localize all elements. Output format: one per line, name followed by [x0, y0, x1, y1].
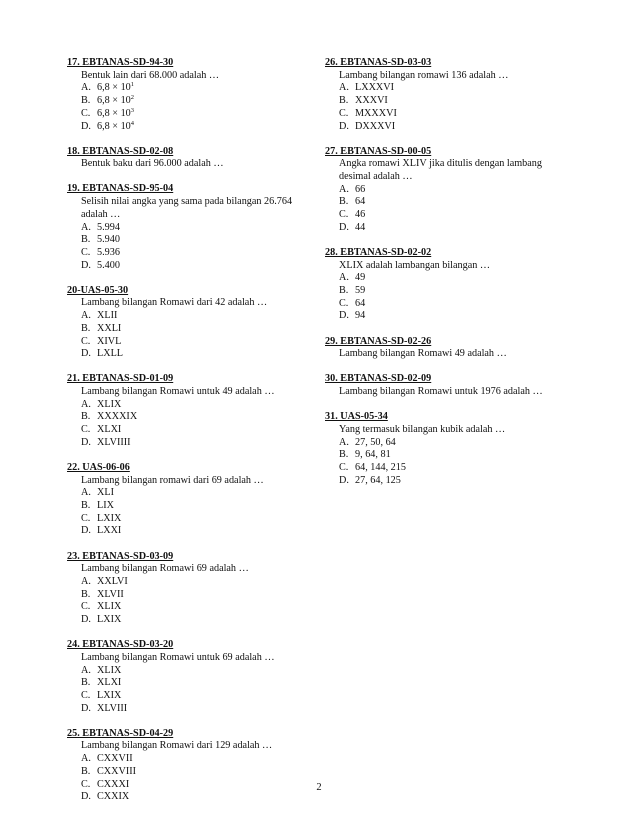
option-letter: A.	[81, 664, 91, 676]
option-letter: D.	[81, 614, 91, 626]
answer-option	[67, 247, 297, 260]
option-text: 27, 64, 125	[355, 474, 401, 486]
answer-option	[325, 437, 565, 450]
answer-option	[67, 82, 297, 95]
option-letter: A.	[81, 82, 91, 94]
option-base: 6,8 × 10	[97, 107, 131, 119]
question-block	[67, 183, 297, 272]
option-text: XLVII	[97, 588, 124, 600]
option-exponent: 3	[130, 106, 135, 114]
answer-option	[67, 234, 297, 247]
right-column	[325, 57, 565, 500]
option-letter: D.	[81, 259, 91, 271]
option-letter: B.	[81, 765, 91, 777]
option-letter: C.	[81, 689, 91, 701]
option-letter: D.	[339, 310, 349, 322]
option-text	[97, 95, 134, 108]
question-header: 21. EBTANAS-SD-01-09	[67, 373, 174, 385]
answer-option	[325, 95, 565, 108]
option-letter: D.	[81, 525, 91, 537]
option-letter: B.	[339, 449, 349, 461]
question-stem: Lambang bilangan romawi dari 69 adalah …	[81, 474, 264, 486]
option-text: XXXVI	[355, 95, 388, 107]
answer-option	[67, 437, 297, 450]
option-text: LXXXVI	[355, 82, 395, 94]
question-stem: XLIX adalah lambangan bilangan …	[339, 259, 491, 271]
option-letter: B.	[339, 285, 349, 297]
answer-option	[67, 513, 297, 526]
option-text: 44	[355, 221, 366, 233]
answer-option	[325, 82, 565, 95]
answer-option	[325, 310, 565, 323]
answer-option	[67, 703, 297, 716]
option-text: LXXI	[97, 525, 122, 537]
option-letter: A.	[81, 398, 91, 410]
page-number: 2	[316, 782, 322, 793]
option-letter: D.	[81, 348, 91, 360]
question-stem: Bentuk lain dari 68.000 adalah …	[81, 69, 220, 81]
option-text: 66	[355, 183, 366, 195]
answer-option	[67, 601, 297, 614]
question-block	[325, 336, 565, 361]
answer-option	[67, 424, 297, 437]
option-base: 6,8 × 10	[97, 95, 131, 107]
question-block	[325, 411, 565, 487]
question-header: 28. EBTANAS-SD-02-02	[325, 246, 432, 258]
question-header: 18. EBTANAS-SD-02-08	[67, 145, 174, 157]
option-text: XXLI	[97, 322, 122, 334]
option-text: XLVIII	[97, 702, 128, 714]
option-letter: D.	[339, 120, 349, 132]
option-letter: B.	[81, 95, 91, 107]
answer-option	[67, 753, 297, 766]
answer-option	[67, 260, 297, 273]
option-letter: C.	[81, 512, 91, 524]
question-stem: Lambang bilangan romawi 136 adalah …	[339, 69, 509, 81]
question-block	[325, 373, 565, 398]
option-letter: B.	[339, 95, 349, 107]
answer-option	[67, 500, 297, 513]
question-header: 20-UAS-05-30	[67, 284, 129, 296]
option-text: DXXXVI	[355, 120, 396, 132]
question-block	[67, 551, 297, 627]
question-block	[67, 146, 297, 171]
option-text: XLI	[97, 487, 114, 499]
option-letter: A.	[81, 575, 91, 587]
option-text: CXXIX	[97, 791, 130, 803]
option-text: 59	[355, 285, 366, 297]
option-letter: D.	[339, 474, 349, 486]
answer-option	[67, 525, 297, 538]
question-stem: Lambang bilangan Romawi dari 42 adalah …	[81, 297, 268, 309]
option-base: 6,8 × 10	[97, 120, 131, 132]
answer-option	[325, 298, 565, 311]
answer-option	[325, 222, 565, 235]
option-text: XXXXIX	[97, 411, 138, 423]
option-letter: C.	[81, 601, 91, 613]
option-text: XLII	[97, 310, 118, 322]
answer-option	[325, 449, 565, 462]
option-letter: A.	[339, 183, 349, 195]
question-block	[325, 247, 565, 323]
answer-option	[67, 665, 297, 678]
answer-option	[67, 487, 297, 500]
answer-option	[325, 108, 565, 121]
question-block	[67, 639, 297, 715]
question-header: 29. EBTANAS-SD-02-26	[325, 335, 432, 347]
option-letter: D.	[81, 436, 91, 448]
option-text: MXXXVI	[355, 107, 397, 119]
answer-option	[325, 209, 565, 222]
answer-option	[67, 95, 297, 108]
option-text	[97, 121, 134, 134]
answer-option	[67, 614, 297, 627]
option-letter: C.	[339, 461, 349, 473]
answer-option	[67, 310, 297, 323]
question-block	[325, 146, 565, 235]
answer-option	[67, 121, 297, 134]
option-letter: A.	[339, 436, 349, 448]
option-letter: A.	[339, 82, 349, 94]
option-letter: C.	[339, 209, 349, 221]
option-letter: B.	[81, 322, 91, 334]
option-letter: A.	[81, 753, 91, 765]
answer-option	[325, 196, 565, 209]
question-stem: Selisih nilai angka yang sama pada bilangan 26.764	[81, 196, 293, 208]
option-text: XLIX	[97, 398, 122, 410]
option-letter: B.	[81, 500, 91, 512]
option-text: LXIX	[97, 512, 122, 524]
option-text: 64	[355, 196, 366, 208]
option-text: 46	[355, 209, 366, 221]
option-text: 5.940	[97, 234, 120, 246]
answer-option	[67, 348, 297, 361]
question-header: 27. EBTANAS-SD-00-05	[325, 145, 432, 157]
question-header: 17. EBTANAS-SD-94-30	[67, 57, 174, 68]
answer-option	[67, 690, 297, 703]
option-text: XLXI	[97, 677, 122, 689]
option-text: LXIX	[97, 614, 122, 626]
question-header: 26. EBTANAS-SD-03-03	[325, 57, 432, 68]
question-stem: Lambang bilangan Romawi untuk 49 adalah …	[81, 386, 275, 398]
answer-option	[67, 766, 297, 779]
option-text: XLIX	[97, 664, 122, 676]
answer-option	[325, 121, 565, 134]
option-text: XXLVI	[97, 575, 128, 587]
question-stem: Bentuk baku dari 96.000 adalah …	[81, 158, 224, 170]
option-text: CXXVIII	[97, 765, 137, 777]
option-text: 5.994	[97, 221, 120, 233]
question-header: 30. EBTANAS-SD-02-09	[325, 373, 432, 385]
option-letter: C.	[81, 424, 91, 436]
question-block	[67, 373, 297, 449]
option-letter: D.	[81, 120, 91, 132]
option-text: XLIX	[97, 601, 122, 613]
answer-option	[67, 336, 297, 349]
question-header: 19. EBTANAS-SD-95-04	[67, 183, 174, 195]
question-header: 22. UAS-06-06	[67, 461, 130, 473]
option-letter: A.	[81, 487, 91, 499]
option-text: CXXXI	[97, 778, 130, 790]
option-text: CXXVII	[97, 753, 133, 765]
option-text: XIVL	[97, 335, 122, 347]
question-header: 24. EBTANAS-SD-03-20	[67, 639, 174, 651]
answer-option	[67, 677, 297, 690]
option-text	[97, 108, 134, 121]
left-column	[67, 57, 297, 816]
option-text: 27, 50, 64	[355, 436, 396, 448]
answer-option	[325, 285, 565, 298]
option-letter: A.	[339, 272, 349, 284]
option-text: 94	[355, 310, 366, 322]
answer-option	[67, 411, 297, 424]
option-exponent: 1	[130, 81, 135, 89]
question-block	[67, 57, 297, 133]
question-stem: Angka romawi XLIV jika ditulis dengan lambang	[339, 158, 542, 170]
option-letter: B.	[81, 677, 91, 689]
option-base: 6,8 × 10	[97, 82, 131, 94]
answer-option	[67, 791, 297, 804]
question-stem: Lambang bilangan Romawi dari 129 adalah …	[81, 740, 273, 752]
option-text: LXIX	[97, 689, 122, 701]
answer-option	[67, 222, 297, 235]
option-letter: D.	[339, 221, 349, 233]
option-letter: B.	[81, 411, 91, 423]
option-text: LXLL	[97, 348, 124, 360]
option-letter: C.	[339, 297, 349, 309]
option-text: XLVIIII	[97, 436, 131, 448]
question-header: 31. UAS-05-34	[325, 411, 388, 423]
option-text	[97, 82, 134, 95]
answer-option	[325, 475, 565, 488]
question-stem: Lambang bilangan Romawi 69 adalah …	[81, 563, 249, 575]
question-stem: desimal adalah …	[339, 171, 413, 183]
answer-option	[67, 108, 297, 121]
option-letter: A.	[81, 221, 91, 233]
answer-option	[67, 399, 297, 412]
option-letter: C.	[81, 778, 91, 790]
answer-option	[325, 184, 565, 197]
option-text: 9, 64, 81	[355, 449, 391, 461]
question-stem: Lambang bilangan Romawi 49 adalah …	[339, 348, 507, 360]
answer-option	[67, 576, 297, 589]
answer-option	[325, 272, 565, 285]
option-text: 64	[355, 297, 366, 309]
option-letter: C.	[81, 335, 91, 347]
option-text: XLXI	[97, 424, 122, 436]
option-letter: D.	[81, 702, 91, 714]
option-letter: D.	[81, 791, 91, 803]
question-stem: Lambang bilangan Romawi untuk 69 adalah …	[81, 651, 275, 663]
option-letter: A.	[81, 310, 91, 322]
option-text: LIX	[97, 500, 114, 512]
question-header: 25. EBTANAS-SD-04-29	[67, 727, 174, 739]
option-letter: B.	[339, 196, 349, 208]
option-exponent: 2	[130, 94, 135, 102]
option-text: 49	[355, 272, 366, 284]
question-block	[325, 57, 565, 133]
question-block	[67, 285, 297, 361]
option-text: 5.936	[97, 246, 120, 258]
question-stem: Lambang bilangan Romawi untuk 1976 adalah …	[339, 386, 543, 398]
question-stem: adalah …	[81, 208, 121, 220]
option-text: 5.400	[97, 259, 120, 271]
option-letter: B.	[81, 588, 91, 600]
question-header: 23. EBTANAS-SD-03-09	[67, 550, 174, 562]
option-letter: C.	[81, 107, 91, 119]
question-stem: Yang termasuk bilangan kubik adalah …	[339, 423, 506, 435]
option-letter: C.	[339, 107, 349, 119]
option-exponent: 4	[130, 119, 135, 127]
answer-option	[67, 323, 297, 336]
option-text: 64, 144, 215	[355, 461, 406, 473]
option-letter: B.	[81, 234, 91, 246]
answer-option	[325, 462, 565, 475]
question-block	[67, 462, 297, 538]
option-letter: C.	[81, 246, 91, 258]
answer-option	[67, 589, 297, 602]
